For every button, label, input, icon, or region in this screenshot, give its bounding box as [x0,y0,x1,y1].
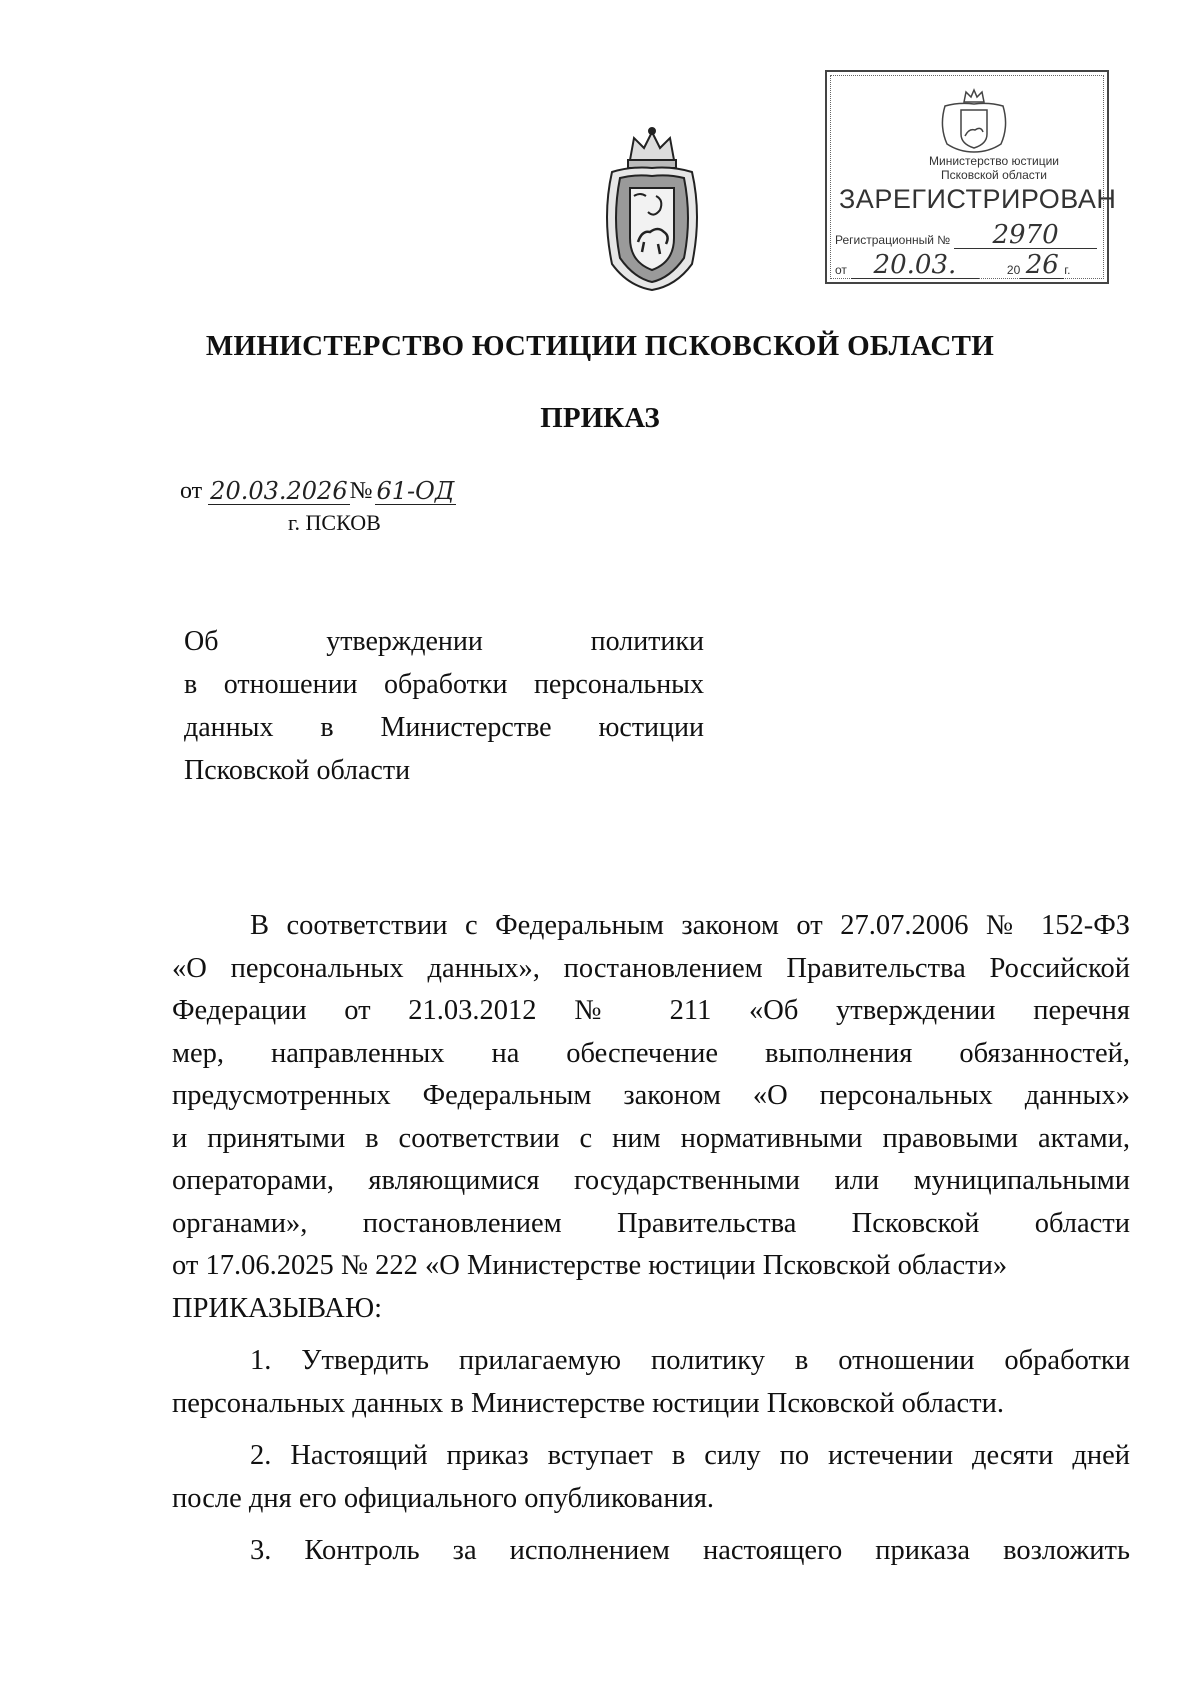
order-number: 61-ОД [376,477,455,505]
ministry-title: МИНИСТЕРСТВО ЮСТИЦИИ ПСКОВСКОЙ ОБЛАСТИ [205,330,995,362]
stamp-date-row [835,252,1097,279]
body-line: предусмотренных Федеральным законом «О персональных данных» [172,1080,1130,1111]
stamp-date-prefix: от [835,263,847,277]
subject-line: Псковской области [184,755,411,786]
registration-stamp [825,70,1117,284]
stamp-ministry-line2: Псковской области [941,168,1047,182]
stamp-reg-number: 2970 [954,222,1097,249]
body-line: Федерации от 21.03.2012 № 211 «Об утверждении перечня [172,995,1130,1026]
stamp-coat-of-arms-icon [935,88,1013,154]
body-line: от 17.06.2025 № 222 «О Министерстве юстиции Псковской области» [172,1250,1008,1281]
body-line: операторами, являющимися государственными или муниципальными [172,1165,1130,1196]
body-line: В соответствии с Федеральным законом от 27.07.2006 № 152-ФЗ [250,910,1130,941]
stamp-reg-number-row [835,222,1097,249]
subject-line: данных в Министерстве юстиции [184,712,704,743]
body-line: персональных данных в Министерстве юстиции Псковской области. [172,1387,1004,1419]
order-subject [184,620,704,792]
order-date: 20.03.2026 [210,477,348,505]
body-line: после дня его официального опубликования. [172,1482,715,1514]
stamp-status: ЗАРЕГИСТРИРОВАН [839,184,1117,214]
stamp-date-value: 20.03. [851,252,979,279]
order-body [172,905,1130,1573]
date-number-line [180,478,456,505]
stamp-ministry-line1: Министерство юстиции [929,154,1059,168]
document-type-title: ПРИКАЗ [540,402,660,434]
body-line: органами», постановлением Правительства Псковской области [172,1207,1130,1239]
date-from-label: от [180,478,203,504]
body-line: «О персональных данных», постановлением Правительства Российской [172,952,1130,984]
body-line-directive: ПРИКАЗЫВАЮ: [172,1292,383,1324]
stamp-year-prefix: 20 [1006,263,1021,277]
body-line: мер, направленных на обеспечение выполнения обязанностей, [172,1037,1130,1069]
subject-line: Об утверждении политики [184,626,704,657]
stamp-year-suffix: г. [1064,263,1071,277]
subject-line: в отношении обработки персональных [184,669,704,700]
body-item-1: 1. Утвердить прилагаемую политику в отношении обработки [250,1345,1130,1376]
body-item-2: 2. Настоящий приказ вступает в силу по истечении десяти дней [250,1440,1130,1471]
stamp-year-value: 26 [1020,252,1064,279]
body-line: и принятыми в соответствии с ним нормативными правовыми актами, [172,1122,1130,1154]
stamp-reg-label: Регистрационный № [835,233,951,247]
city-label: г. ПСКОВ [288,510,381,535]
number-label: № [349,478,373,504]
coat-of-arms-icon [598,126,706,294]
body-item-3: 3. Контроль за исполнением настоящего приказа возложить [250,1535,1130,1566]
